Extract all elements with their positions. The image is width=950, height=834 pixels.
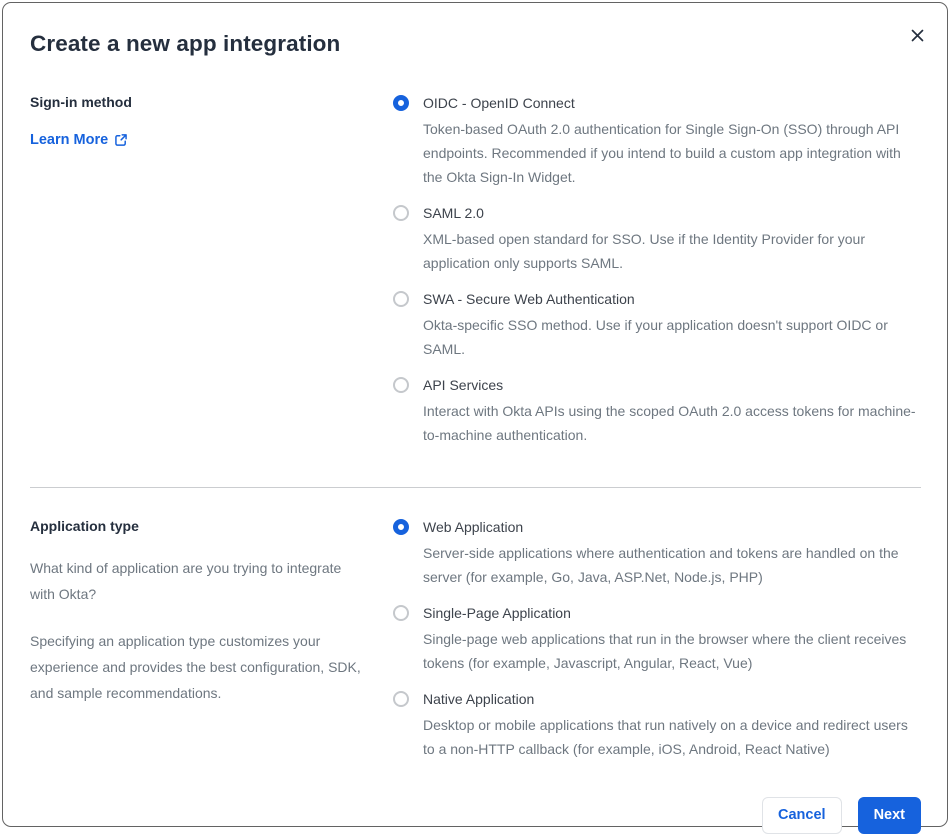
option-saml-label: SAML 2.0: [423, 205, 484, 221]
option-oidc-description: Token-based OAuth 2.0 authentication for Single Sign-On (SSO) through API endpoints. Recommended if you intend to build a custom app integration with the Okta Sign-In Widget.: [423, 121, 901, 185]
option-saml-description: XML-based open standard for SSO. Use if the Identity Provider for your application only supports SAML.: [423, 231, 865, 271]
sign-in-method-label: Sign-in method: [30, 94, 132, 110]
section-divider: [30, 487, 921, 488]
radio-api-services[interactable]: [393, 377, 409, 393]
option-native-application-label: Native Application: [423, 691, 535, 707]
learn-more-label: Learn More: [30, 132, 109, 148]
radio-saml[interactable]: [393, 205, 409, 221]
radio-web-application[interactable]: [393, 519, 409, 535]
cancel-button[interactable]: Cancel: [762, 797, 842, 834]
next-button[interactable]: Next: [858, 797, 921, 834]
external-link-icon: [114, 133, 128, 147]
close-icon: [910, 28, 925, 43]
option-oidc[interactable]: [393, 93, 925, 189]
option-web-application-description: Server-side applications where authentication and tokens are handled on the server (for example, Go, Java, ASP.Net, Node.js, PHP): [423, 545, 899, 585]
option-oidc-label: OIDC - OpenID Connect: [423, 95, 575, 111]
radio-native-application[interactable]: [393, 691, 409, 707]
sign-in-method-left-column: [30, 93, 370, 149]
radio-swa[interactable]: [393, 291, 409, 307]
option-swa-label: SWA - Secure Web Authentication: [423, 291, 635, 307]
application-type-label: Application type: [30, 518, 139, 534]
dialog-footer: [30, 797, 921, 834]
option-api-services-description: Interact with Okta APIs using the scoped OAuth 2.0 access tokens for machine-to-machine authentication.: [423, 403, 916, 443]
option-single-page-application-description: Single-page web applications that run in the browser where the client receives tokens (for example, Javascript, Angular, React, Vue): [423, 631, 907, 671]
application-type-question: What kind of application are you trying to integrate with Okta?: [30, 560, 342, 602]
option-single-page-application-label: Single-Page Application: [423, 605, 571, 621]
option-native-application-description: Desktop or mobile applications that run natively on a device and redirect users to a non-HTTP callback (for example, iOS, Android, React Native): [423, 717, 908, 757]
learn-more-link[interactable]: [30, 132, 128, 148]
radio-single-page-application[interactable]: [393, 605, 409, 621]
close-button[interactable]: [907, 25, 927, 45]
application-type-options: [393, 517, 925, 761]
sign-in-method-options: [393, 93, 925, 447]
option-swa[interactable]: [393, 289, 925, 361]
option-web-application[interactable]: [393, 517, 925, 589]
radio-oidc[interactable]: [393, 95, 409, 111]
option-api-services-label: API Services: [423, 377, 504, 393]
option-swa-description: Okta-specific SSO method. Use if your application doesn't support OIDC or SAML.: [423, 317, 888, 357]
option-web-application-label: Web Application: [423, 519, 524, 535]
application-type-help-text: Specifying an application type customizes your experience and provides the best configuration, SDK, and sample recommendations.: [30, 633, 361, 701]
sign-in-method-section: [30, 93, 921, 447]
option-single-page-application[interactable]: [393, 603, 925, 675]
dialog-title: Create a new app integration: [30, 31, 341, 56]
application-type-left-column: [30, 517, 370, 706]
option-native-application[interactable]: [393, 689, 925, 761]
option-saml[interactable]: [393, 203, 925, 275]
create-app-integration-dialog: [2, 2, 948, 827]
option-api-services[interactable]: [393, 375, 925, 447]
application-type-section: [30, 517, 921, 761]
